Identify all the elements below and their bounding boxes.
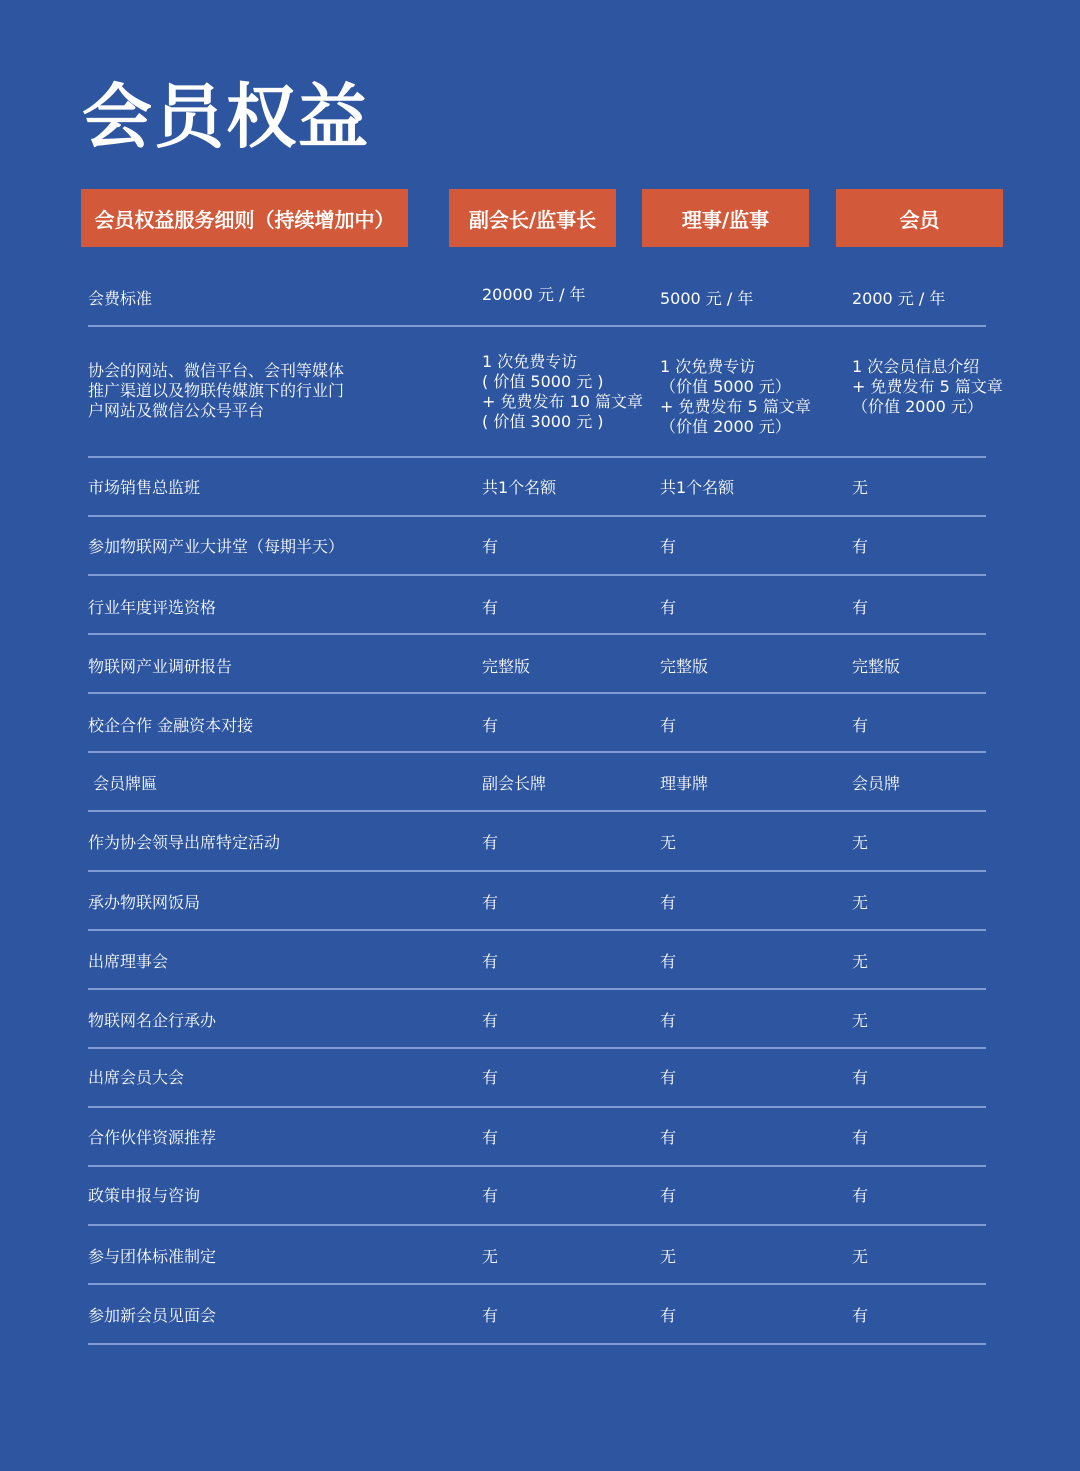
row-member-value: 有 bbox=[852, 1128, 869, 1147]
table-row bbox=[0, 1226, 1080, 1285]
table-row bbox=[0, 694, 1080, 753]
row-vp-value: 有 bbox=[482, 716, 499, 735]
row-item: 会员牌匾 bbox=[88, 774, 158, 793]
row-director-value: 有 bbox=[660, 537, 677, 556]
row-director-value: 有 bbox=[660, 1186, 677, 1205]
row-director-value: 有 bbox=[660, 952, 677, 971]
row-director-value: 有 bbox=[660, 1011, 677, 1030]
row-member-value: 有 bbox=[852, 598, 869, 617]
header-vice-president: 副会长/监事长 bbox=[449, 189, 616, 247]
row-vp-value: 共1个名额 bbox=[482, 478, 557, 497]
row-director-value: 有 bbox=[660, 716, 677, 735]
row-vp-value: 有 bbox=[482, 893, 499, 912]
row-item: 校企合作 金融资本对接 bbox=[88, 716, 254, 735]
row-director-value: 1 次免费专访 （价值 5000 元） + 免费发布 5 篇文章 （价值 2000 元） bbox=[660, 357, 811, 436]
row-vp-value: 有 bbox=[482, 1068, 499, 1087]
row-director-value: 有 bbox=[660, 1306, 677, 1325]
table-row bbox=[0, 1108, 1080, 1167]
row-item: 参与团体标准制定 bbox=[88, 1247, 217, 1266]
header-benefit-details: 会员权益服务细则（持续增加中） bbox=[81, 189, 408, 247]
row-item: 出席理事会 bbox=[88, 952, 169, 971]
row-member-value: 1 次会员信息介绍 + 免费发布 5 篇文章 （价值 2000 元） bbox=[852, 357, 1003, 416]
table-row bbox=[0, 1049, 1080, 1108]
row-item: 承办物联网饭局 bbox=[88, 893, 201, 912]
row-member-value: 有 bbox=[852, 537, 869, 556]
table-row bbox=[0, 931, 1080, 990]
row-member-value: 有 bbox=[852, 1306, 869, 1325]
row-director-value: 完整版 bbox=[660, 657, 709, 676]
row-member-value: 无 bbox=[852, 952, 869, 971]
table-row bbox=[0, 990, 1080, 1049]
table-row bbox=[0, 517, 1080, 576]
row-vp-value: 无 bbox=[482, 1247, 499, 1266]
table-row bbox=[0, 458, 1080, 517]
table-row bbox=[0, 327, 1080, 458]
table-row bbox=[0, 753, 1080, 812]
page-title: 会员权益 bbox=[82, 76, 370, 158]
row-item: 协会的网站、微信平台、会刊等媒体 推广渠道以及物联传媒旗下的行业门 户网站及微信公众号平台 bbox=[88, 361, 345, 420]
row-vp-value: 20000 元 / 年 bbox=[482, 285, 586, 304]
row-director-value: 5000 元 / 年 bbox=[660, 289, 754, 308]
table-row bbox=[0, 872, 1080, 931]
row-director-value: 有 bbox=[660, 598, 677, 617]
table-row bbox=[0, 576, 1080, 635]
row-vp-value: 1 次免费专访 ( 价值 5000 元 ) + 免费发布 10 篇文章 ( 价值 3000 元 ) bbox=[482, 352, 644, 431]
row-item: 物联网产业调研报告 bbox=[88, 657, 233, 676]
row-vp-value: 副会长牌 bbox=[482, 774, 547, 793]
row-director-value: 无 bbox=[660, 1247, 677, 1266]
row-member-value: 有 bbox=[852, 1068, 869, 1087]
row-item: 政策申报与咨询 bbox=[88, 1186, 201, 1205]
row-member-value: 2000 元 / 年 bbox=[852, 289, 946, 308]
row-member-value: 会员牌 bbox=[852, 774, 901, 793]
row-item: 合作伙伴资源推荐 bbox=[88, 1128, 217, 1147]
row-director-value: 有 bbox=[660, 1128, 677, 1147]
row-vp-value: 有 bbox=[482, 537, 499, 556]
row-item: 市场销售总监班 bbox=[88, 478, 201, 497]
benefits-table bbox=[0, 267, 1080, 1345]
header-member: 会员 bbox=[836, 189, 1003, 247]
table-row bbox=[0, 1285, 1080, 1345]
row-item: 会费标准 bbox=[88, 289, 153, 308]
table-row bbox=[0, 635, 1080, 694]
table-row bbox=[0, 812, 1080, 872]
row-member-value: 无 bbox=[852, 893, 869, 912]
row-item: 参加物联网产业大讲堂（每期半天） bbox=[88, 537, 345, 556]
row-member-value: 完整版 bbox=[852, 657, 901, 676]
row-member-value: 无 bbox=[852, 833, 869, 852]
row-item: 参加新会员见面会 bbox=[88, 1306, 217, 1325]
header-director: 理事/监事 bbox=[642, 189, 809, 247]
row-member-value: 无 bbox=[852, 1247, 869, 1266]
row-vp-value: 有 bbox=[482, 952, 499, 971]
row-vp-value: 有 bbox=[482, 1306, 499, 1325]
row-member-value: 有 bbox=[852, 716, 869, 735]
row-director-value: 无 bbox=[660, 833, 677, 852]
row-vp-value: 有 bbox=[482, 1186, 499, 1205]
row-director-value: 理事牌 bbox=[660, 774, 709, 793]
row-item: 出席会员大会 bbox=[88, 1068, 185, 1087]
row-member-value: 无 bbox=[852, 478, 869, 497]
row-item: 行业年度评选资格 bbox=[88, 598, 217, 617]
row-director-value: 有 bbox=[660, 1068, 677, 1087]
row-item: 作为协会领导出席特定活动 bbox=[88, 833, 281, 852]
row-item: 物联网名企行承办 bbox=[88, 1011, 217, 1030]
row-member-value: 无 bbox=[852, 1011, 869, 1030]
table-row bbox=[0, 267, 1080, 327]
row-vp-value: 完整版 bbox=[482, 657, 531, 676]
row-member-value: 有 bbox=[852, 1186, 869, 1205]
row-vp-value: 有 bbox=[482, 1011, 499, 1030]
row-vp-value: 有 bbox=[482, 833, 499, 852]
row-director-value: 共1个名额 bbox=[660, 478, 735, 497]
table-row bbox=[0, 1167, 1080, 1226]
row-vp-value: 有 bbox=[482, 1128, 499, 1147]
row-director-value: 有 bbox=[660, 893, 677, 912]
row-vp-value: 有 bbox=[482, 598, 499, 617]
